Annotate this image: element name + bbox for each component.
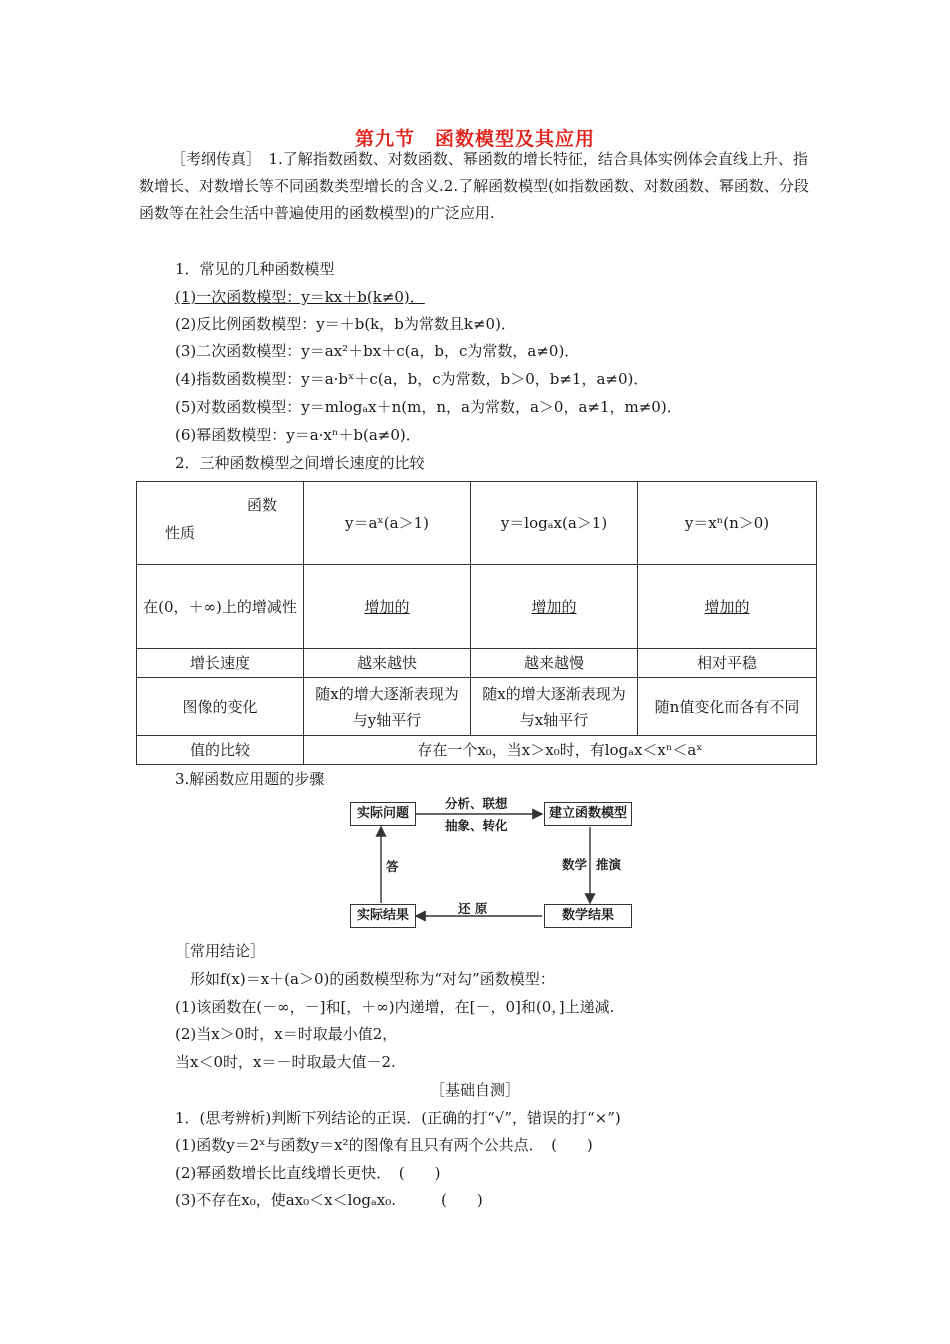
box-real-result: 实际结果 <box>350 904 416 928</box>
label-deduce: 推演 <box>596 857 622 872</box>
column-header: y＝aˣ(a＞1) <box>304 482 471 565</box>
selftest-item: (3)不存在x₀，使ax₀＜x＜logₐx₀. ( ) <box>175 1191 483 1209</box>
label-answer: 答 <box>386 859 399 874</box>
page-title: 第九节 函数模型及其应用 <box>354 128 595 150</box>
label-math: 数学 <box>562 857 588 872</box>
column-header: y＝xⁿ(n＞0) <box>638 482 817 565</box>
model-quadratic: (3)二次函数模型：y＝ax²＋bx＋c(a，b，c为常数，a≠0)． <box>175 342 580 360</box>
header-function: 函数 <box>246 496 277 514</box>
table-cell: 随n值变化而各有不同 <box>638 678 817 736</box>
header-property: 性质 <box>165 524 196 542</box>
row-label: 增长速度 <box>137 649 304 678</box>
table-corner-header <box>137 482 304 565</box>
growth-comparison-table <box>136 481 817 765</box>
table-cell: 越来越慢 <box>471 649 638 678</box>
selftest-item: (2)幂函数增长比直线增长更快． ( ) <box>175 1164 441 1182</box>
syllabus-intro: ［考纲传真］ 1.了解指数函数、对数函数、幂函数的增长特征，结合具体实例体会直线上升、指数增长、对数增长等不同函数类型增长的含义.2.了解函数模型(如指数函数、对数函数、幂函数、分段函数等在社会生活中普遍使用的函数模型)的广泛应用. <box>139 150 809 222</box>
section1-heading: 1．常见的几种函数模型 <box>175 260 335 278</box>
table-cell: 相对平稳 <box>638 649 817 678</box>
model-inverse: (2)反比例函数模型：y＝＋b(k，b为常数且k≠0)． <box>175 315 516 333</box>
model-exponential: (4)指数函数模型：y＝a·bˣ＋c(a，b，c为常数，b＞0，b≠1，a≠0)． <box>175 370 649 388</box>
conclusion-heading: ［常用结论］ <box>175 942 266 960</box>
selftest-item: (1)函数y＝2ˣ与函数y＝x²的图像有且只有两个公共点． ( ) <box>175 1136 593 1154</box>
table-cell: 增加的 <box>471 565 638 649</box>
table-cell: 随x的增大逐渐表现为与x轴平行 <box>471 678 638 736</box>
table-cell: 随x的增大逐渐表现为与y轴平行 <box>304 678 471 736</box>
box-real-problem: 实际问题 <box>350 802 416 826</box>
model-linear: (1)一次函数模型：y＝kx＋b(k≠0)． <box>175 288 425 306</box>
table-cell: 越来越快 <box>304 649 471 678</box>
label-restore: 还 原 <box>458 901 488 916</box>
table-cell: 增加的 <box>304 565 471 649</box>
column-header: y＝logₐx(a＞1) <box>471 482 638 565</box>
label-abstract: 抽象、转化 <box>445 818 508 833</box>
compare-value: 存在一个x₀，当x＞x₀时，有logₐx＜xⁿ＜aˣ <box>304 736 817 765</box>
conclusion-line: (2)当x＞0时，x＝时取最小值2， <box>175 1025 398 1043</box>
conclusion-line: 形如f(x)＝x＋(a＞0)的函数模型称为“对勾”函数模型： <box>190 970 555 988</box>
row-label: 图像的变化 <box>137 678 304 736</box>
label-analyze: 分析、联想 <box>445 796 508 811</box>
selftest-question: 1．(思考辨析)判断下列结论的正误．(正确的打“√”，错误的打“×”) <box>175 1109 621 1127</box>
row-label: 值的比较 <box>137 736 304 765</box>
box-math-result: 数学结果 <box>544 904 632 928</box>
table-cell: 增加的 <box>638 565 817 649</box>
section2-heading: 2．三种函数模型之间增长速度的比较 <box>175 454 425 472</box>
box-build-model: 建立函数模型 <box>544 802 632 826</box>
model-logarithmic: (5)对数函数模型：y＝mlogₐx＋n(m，n，a为常数，a＞0，a≠1，m≠0)． <box>175 398 682 416</box>
section3-heading: 3.解函数应用题的步骤 <box>175 770 325 788</box>
conclusion-line: 当x＜0时，x＝－时取最大值－2. <box>175 1053 396 1071</box>
selftest-heading: ［基础自测］ <box>429 1081 520 1099</box>
row-label: 在(0，＋∞)上的增减性 <box>137 565 304 649</box>
conclusion-line: (1)该函数在(－∞，－]和[，＋∞)内递增，在[－，0]和(0，]上递减. <box>175 998 615 1016</box>
model-power: (6)幂函数模型：y＝a·xⁿ＋b(a≠0)． <box>175 426 421 444</box>
